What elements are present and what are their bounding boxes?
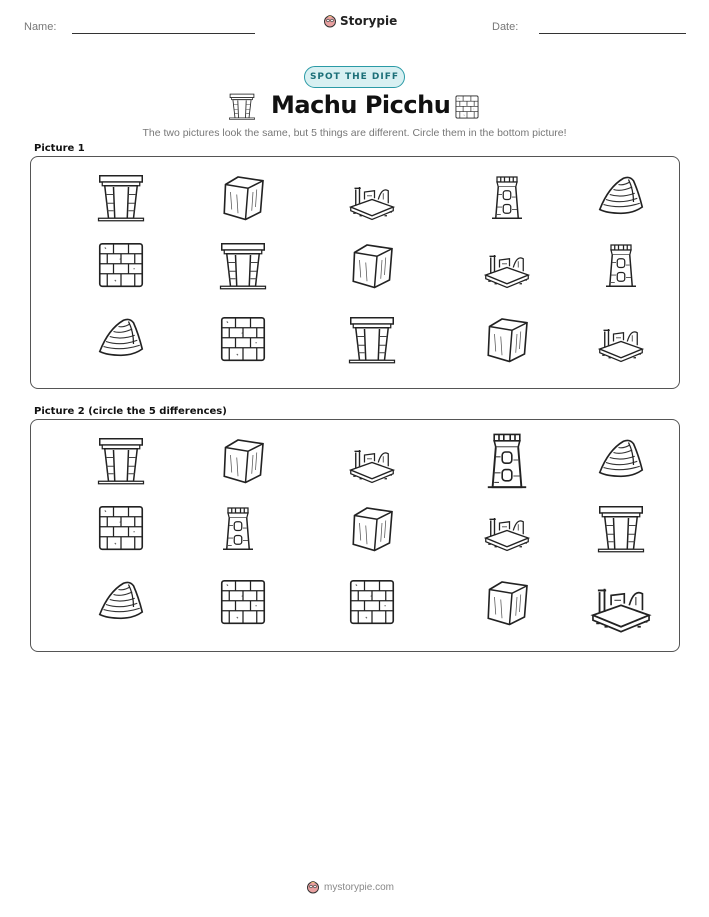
gate-icon xyxy=(347,314,397,364)
picture-2-panel[interactable] xyxy=(30,419,680,652)
ruins-icon xyxy=(596,314,646,364)
picture-1-label: Picture 1 xyxy=(34,143,85,154)
brand-logo xyxy=(323,14,397,28)
footer-site: mystorypie.com xyxy=(324,881,395,893)
stone-cube-icon xyxy=(482,314,532,364)
stone-wall-icon[interactable] xyxy=(347,577,397,627)
ruins-icon[interactable] xyxy=(588,569,654,635)
instructions: The two pictures look the same, but 5 things are different. Circle them in the bottom picture! xyxy=(142,127,567,139)
ruins-icon xyxy=(482,240,532,290)
date-label: Date: xyxy=(492,21,519,33)
gate-icon xyxy=(96,172,146,222)
gate-icon xyxy=(218,240,268,290)
stone-cube-icon[interactable] xyxy=(218,435,268,485)
brand-name: Storypie xyxy=(340,14,398,28)
stone-wall-icon xyxy=(96,240,146,290)
tower-icon xyxy=(482,172,532,222)
stone-wall-icon xyxy=(218,314,268,364)
stone-cube-icon[interactable] xyxy=(482,577,532,627)
gate-icon[interactable] xyxy=(96,435,146,485)
stone-wall-icon[interactable] xyxy=(218,577,268,627)
terraced-mountain-icon xyxy=(596,172,646,222)
stone-cube-icon[interactable] xyxy=(347,503,397,553)
name-field[interactable] xyxy=(72,33,255,34)
spot-the-diff-badge: SPOT THE DIFF xyxy=(304,66,405,88)
stone-wall-icon xyxy=(453,94,481,120)
terraced-mountain-icon xyxy=(96,314,146,364)
picture-1-panel xyxy=(30,156,680,389)
name-label: Name: xyxy=(24,21,57,33)
gate-icon xyxy=(228,92,256,120)
terraced-mountain-icon[interactable] xyxy=(596,435,646,485)
stone-cube-icon xyxy=(218,172,268,222)
pie-mascot-icon xyxy=(306,880,320,894)
footer xyxy=(306,880,394,894)
ruins-icon[interactable] xyxy=(482,503,532,553)
tower-icon[interactable] xyxy=(475,428,539,492)
stone-cube-icon xyxy=(347,240,397,290)
date-field[interactable] xyxy=(539,33,686,34)
terraced-mountain-icon[interactable] xyxy=(96,577,146,627)
tower-icon[interactable] xyxy=(213,503,263,553)
stone-wall-icon[interactable] xyxy=(96,503,146,553)
page-title: Machu Picchu xyxy=(271,91,451,119)
gate-icon[interactable] xyxy=(596,503,646,553)
picture-2-label: Picture 2 (circle the 5 differences) xyxy=(34,406,227,417)
pie-mascot-icon xyxy=(323,14,337,28)
tower-icon xyxy=(596,240,646,290)
ruins-icon xyxy=(347,172,397,222)
ruins-icon[interactable] xyxy=(347,435,397,485)
